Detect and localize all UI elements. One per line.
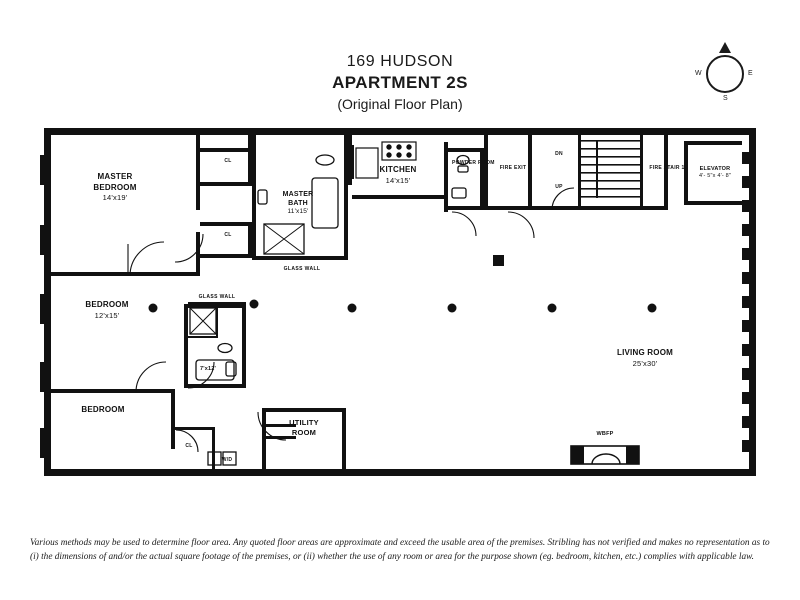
compass-label-south: S [723,95,728,102]
elevator-dim: 4'- 5"x 4'- 8" [698,173,732,180]
label-stair-down: DN [555,151,563,157]
room-label-utility-room [267,418,341,438]
label-fire-exit: FIRE EXIT [499,165,527,171]
compass-label-east: E [748,70,753,77]
bedroom-2-dim: 12'x15' [94,310,120,320]
room-label-bedroom-3 [48,405,158,416]
label-closet-1: CL [224,158,232,164]
label-fire-stair-1: FIRE STAIR 1 [649,165,685,171]
label-fireplace-wbfp: WBFP [596,431,614,437]
bedroom-2-line1: BEDROOM [85,300,129,309]
label-washer-dryer: W/D [221,457,233,463]
disclaimer-text: Various methods may be used to determine floor area. Any quoted floor areas are approximate and exceed the usable area of the premises. Stribling has not verified and makes no representation as to (i) the dimensions of and/or the actual square footage of the premises, or (ii) whether the use of any room or area for the purpose shown (eg. bedroom, kitchen, etc.) complies with applicable law. [30,538,770,563]
fireplace [571,446,639,464]
room-label-master-bedroom [60,172,170,203]
door-swings [128,188,574,452]
master-bedroom-dim: 14'x19' [102,193,128,203]
label-glass-wall-1: GLASS WALL [283,266,321,272]
plan-apartment: APARTMENT 2S [332,73,468,93]
master-bath-line2: BATH [288,200,308,208]
master-bath-dim: 11'x15' [287,208,309,216]
label-powder-room: POWDER ROOM [452,160,495,166]
bedroom-3-line1: BEDROOM [81,405,125,414]
kitchen-dim: 14'x15' [385,175,411,185]
utility-room-line2: ROOM [291,427,317,437]
label-stair-up: UP [555,184,563,190]
label-closet-3: CL [185,443,193,449]
plan-address: 169 HUDSON [346,53,454,70]
room-label-bedroom-2 [52,300,162,320]
plan-subtitle: (Original Floor Plan) [337,96,463,113]
master-bedroom-line1: MASTER [97,172,133,181]
living-room-line1: LIVING ROOM [617,348,673,357]
room-label-kitchen [350,165,446,185]
master-bath-line1: MASTER [282,191,314,198]
room-label-bath-2 [186,366,230,373]
living-room-dim: 25'x30' [632,358,658,368]
compass-label-west: W [695,70,702,77]
elevator-line1: ELEVATOR [699,166,731,172]
label-glass-wall-2: GLASS WALL [198,294,236,300]
label-closet-2: CL [224,232,232,238]
utility-room-line1: UTILITY [289,418,319,427]
room-label-living-room [580,348,710,368]
room-label-elevator [686,166,744,180]
room-label-master-bath [258,190,338,217]
master-bedroom-line2: BEDROOM [93,182,137,192]
bath-2-dim: 7'x12' [199,366,217,372]
kitchen-line1: KITCHEN [379,165,417,174]
